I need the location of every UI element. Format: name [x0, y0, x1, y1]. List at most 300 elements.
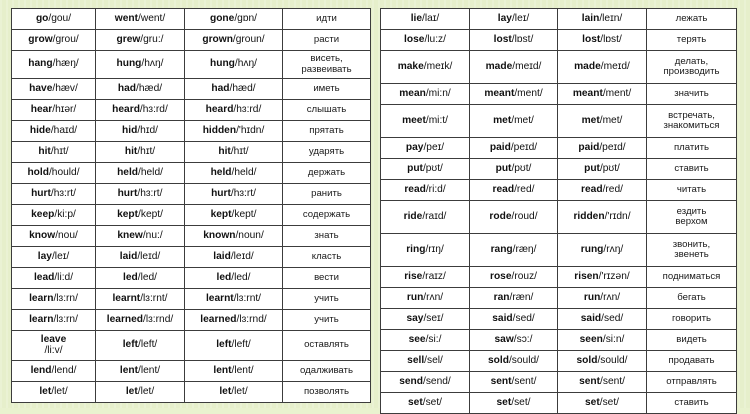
- verb-transcription: /lɜ:rnd/: [143, 313, 174, 325]
- verb-transcription: /mi:n/: [425, 87, 451, 99]
- verb-word: met: [581, 114, 600, 126]
- past-participle-cell: [185, 205, 283, 226]
- verb-transcription: /leɪn/: [599, 12, 623, 24]
- verb-row: [12, 163, 371, 184]
- translation-cell: [283, 30, 371, 51]
- translation-cell: [647, 372, 737, 393]
- verb-row: [12, 205, 371, 226]
- verb-row: [381, 30, 737, 51]
- translation-cell: [647, 201, 737, 234]
- verb-transcription: /lɜ:rnt/: [140, 292, 168, 304]
- infinitive-cell: [381, 138, 470, 159]
- verb-transcription: /kept/: [231, 208, 257, 220]
- verb-word: hide: [29, 124, 51, 136]
- verb-word: lie: [410, 12, 423, 24]
- verb-word: let: [219, 385, 232, 397]
- verb-row: [381, 201, 737, 234]
- translation-text: держать: [307, 166, 346, 178]
- past-participle-cell: [185, 247, 283, 268]
- verb-row: [381, 351, 737, 372]
- past-participle-cell: [185, 30, 283, 51]
- verb-transcription: /lɒst/: [600, 33, 622, 45]
- infinitive-cell: [12, 184, 96, 205]
- verb-word: set: [585, 396, 600, 408]
- infinitive-cell: [12, 247, 96, 268]
- translation-cell: [647, 351, 737, 372]
- infinitive-cell: [381, 180, 470, 201]
- past-participle-cell: [185, 142, 283, 163]
- verb-transcription: /li:d/: [54, 271, 74, 283]
- verb-row: [381, 180, 737, 201]
- past-simple-cell: [96, 382, 185, 403]
- verb-transcription: /lɜ:rnd/: [236, 313, 267, 325]
- verb-row: [12, 9, 371, 30]
- verb-row: [12, 184, 371, 205]
- past-simple-cell: [470, 267, 558, 288]
- past-simple-cell: [96, 30, 185, 51]
- translation-cell: [647, 30, 737, 51]
- verb-word: hit: [218, 145, 231, 157]
- verb-word: leave: [40, 334, 67, 345]
- verb-word: know: [29, 229, 56, 241]
- past-participle-cell: [185, 382, 283, 403]
- verb-transcription: /ræn/: [509, 291, 534, 303]
- past-simple-cell: [96, 184, 185, 205]
- translation-text: делать,: [674, 55, 709, 67]
- verb-word: learned: [106, 313, 144, 325]
- verb-word: had: [117, 82, 137, 94]
- verb-word: risen: [574, 270, 599, 282]
- verb-word: hang: [28, 58, 53, 70]
- verb-word: hung: [210, 58, 235, 70]
- past-simple-cell: [470, 138, 558, 159]
- verb-transcription: /hɜ:rt/: [50, 187, 76, 199]
- verb-word: rise: [404, 270, 423, 282]
- infinitive-cell: [381, 51, 470, 84]
- translation-text: знакомиться: [663, 120, 720, 131]
- verb-word: held: [117, 166, 139, 178]
- verb-word: make: [397, 60, 424, 72]
- verb-transcription: /let/: [51, 385, 68, 397]
- translation-text: ставить: [674, 396, 709, 408]
- past-participle-cell: [185, 163, 283, 184]
- translation-text: знать: [314, 229, 339, 241]
- infinitive-cell: [381, 9, 470, 30]
- verb-table-right: [380, 8, 737, 414]
- verb-transcription: /kept/: [138, 208, 163, 220]
- verb-transcription: /hɜ:rd/: [139, 103, 168, 115]
- verb-row: [381, 51, 737, 84]
- verb-transcription: /groun/: [232, 33, 265, 45]
- infinitive-cell: [381, 30, 470, 51]
- verb-row: [12, 382, 371, 403]
- infinitive-cell: [12, 79, 96, 100]
- translation-cell: [283, 289, 371, 310]
- verb-transcription: /hʌŋ/: [234, 58, 257, 70]
- verb-word: said: [492, 312, 513, 324]
- verb-transcription: /hɜ:rd/: [233, 103, 262, 115]
- verb-transcription: /pʊt/: [422, 162, 443, 174]
- verb-transcription: /si:/: [425, 333, 442, 345]
- translation-text: отправлять: [666, 375, 717, 387]
- verb-transcription: /ki:p/: [54, 208, 76, 220]
- past-simple-cell: [96, 142, 185, 163]
- verb-word: paid: [489, 141, 511, 153]
- verb-transcription: /led/: [231, 271, 251, 283]
- infinitive-cell: [12, 100, 96, 121]
- translation-text: учить: [314, 292, 339, 304]
- verb-word: known: [203, 229, 236, 241]
- verb-transcription: /leɪ/: [51, 250, 70, 262]
- translation-cell: [283, 184, 371, 205]
- verb-word: grown: [202, 33, 233, 45]
- verb-word: grew: [116, 33, 141, 45]
- verb-transcription: /sent/: [511, 375, 537, 387]
- translation-text: одалживать: [300, 364, 353, 376]
- verb-transcription: /meɪk/: [423, 60, 453, 72]
- past-simple-cell: [96, 9, 185, 30]
- past-simple-cell: [96, 268, 185, 289]
- verb-row: [12, 142, 371, 163]
- infinitive-cell: [12, 9, 96, 30]
- verb-word: ride: [403, 210, 423, 222]
- verb-transcription: /roud/: [511, 210, 538, 222]
- verb-transcription: /hɪd/: [137, 124, 158, 136]
- verb-word: rode: [489, 210, 512, 222]
- translation-cell: [647, 267, 737, 288]
- verb-word: had: [211, 82, 230, 94]
- infinitive-cell: [12, 226, 96, 247]
- past-simple-cell: [96, 163, 185, 184]
- past-simple-cell: [96, 361, 185, 382]
- translation-cell: [647, 84, 737, 105]
- verb-row: [12, 289, 371, 310]
- translation-text: платить: [673, 141, 710, 153]
- verb-word: sent: [579, 375, 601, 387]
- past-participle-cell: [558, 351, 647, 372]
- translation-cell: [283, 121, 371, 142]
- verb-transcription: /leɪd/: [137, 250, 161, 262]
- verb-word: say: [406, 312, 424, 324]
- verb-word: hit: [38, 145, 51, 157]
- translation-text: расти: [313, 33, 340, 45]
- verb-word: ran: [493, 291, 510, 303]
- verb-transcription: /set/: [511, 396, 531, 408]
- verb-row: [381, 138, 737, 159]
- translation-cell: [283, 100, 371, 121]
- verb-transcription: /gɒn/: [234, 12, 257, 24]
- past-simple-cell: [96, 247, 185, 268]
- verb-transcription: /sould/: [597, 354, 628, 366]
- infinitive-cell: [381, 372, 470, 393]
- past-simple-cell: [96, 226, 185, 247]
- verb-transcription: /lu:z/: [424, 33, 446, 45]
- verb-word: heard: [205, 103, 234, 115]
- verb-word: sent: [490, 375, 512, 387]
- translation-text: позволять: [303, 385, 350, 397]
- verb-row: [12, 51, 371, 79]
- infinitive-cell: [381, 330, 470, 351]
- verb-word: hung: [116, 58, 142, 70]
- verb-transcription: /grou/: [52, 33, 79, 45]
- past-participle-cell: [558, 84, 647, 105]
- past-participle-cell: [558, 309, 647, 330]
- translation-cell: [283, 163, 371, 184]
- verb-transcription: /rʌŋ/: [603, 243, 624, 255]
- translation-cell: [647, 330, 737, 351]
- translation-text: висеть,: [310, 53, 343, 64]
- infinitive-cell: [12, 361, 96, 382]
- past-simple-cell: [470, 84, 558, 105]
- verb-word: mean: [399, 87, 426, 99]
- past-simple-cell: [96, 51, 185, 79]
- translation-cell: [283, 331, 371, 361]
- verb-word: hurt: [211, 187, 231, 199]
- verb-word: lose: [404, 33, 425, 45]
- translation-text: оставлять: [304, 339, 349, 351]
- infinitive-cell: [12, 142, 96, 163]
- verb-word: sell: [407, 354, 425, 366]
- verb-word: hit: [124, 145, 138, 157]
- verb-word: send: [399, 375, 423, 387]
- translation-cell: [283, 51, 371, 79]
- verb-word: lead: [33, 271, 55, 283]
- past-simple-cell: [96, 121, 185, 142]
- verb-word: laid: [119, 250, 138, 262]
- translation-cell: [283, 79, 371, 100]
- verb-transcription: /went/: [138, 12, 166, 24]
- verb-word: said: [580, 312, 602, 324]
- verb-row: [381, 330, 737, 351]
- verb-row: [12, 100, 371, 121]
- infinitive-cell: [381, 288, 470, 309]
- past-simple-cell: [470, 372, 558, 393]
- past-participle-cell: [558, 393, 647, 414]
- verb-row: [12, 226, 371, 247]
- translation-cell: [647, 180, 737, 201]
- verb-transcription: /red/: [602, 183, 623, 195]
- past-participle-cell: [558, 138, 647, 159]
- past-participle-cell: [185, 289, 283, 310]
- translation-cell: [283, 361, 371, 382]
- verb-transcription: /held/: [138, 166, 163, 178]
- verb-transcription: /ment/: [514, 87, 543, 99]
- past-simple-cell: [470, 201, 558, 234]
- verb-word: paid: [578, 141, 600, 153]
- verb-transcription: /met/: [511, 114, 534, 126]
- infinitive-cell: [12, 51, 96, 79]
- verb-row: [12, 247, 371, 268]
- verb-transcription: /raɪz/: [422, 270, 446, 282]
- translation-text: вести: [314, 271, 339, 283]
- verb-word: learnt: [205, 292, 234, 304]
- verb-row: [12, 268, 371, 289]
- verb-row: [381, 159, 737, 180]
- translation-text: класть: [311, 250, 342, 262]
- verb-word: learn: [29, 292, 54, 304]
- verb-word: read: [581, 183, 603, 195]
- past-participle-cell: [185, 331, 283, 361]
- verb-row: [381, 393, 737, 414]
- verb-word: hear: [30, 103, 53, 115]
- infinitive-cell: [12, 382, 96, 403]
- past-simple-cell: [96, 289, 185, 310]
- infinitive-cell: [381, 351, 470, 372]
- verb-word: learned: [200, 313, 237, 325]
- past-simple-cell: [96, 331, 185, 361]
- past-participle-cell: [185, 361, 283, 382]
- verb-transcription: /hould/: [48, 166, 80, 178]
- verb-transcription: /set/: [599, 396, 619, 408]
- infinitive-cell: [12, 310, 96, 331]
- verb-transcription: /gou/: [48, 12, 72, 24]
- verb-transcription: /'rɪdn/: [604, 210, 631, 222]
- past-participle-cell: [185, 310, 283, 331]
- translation-text: звонить,: [672, 238, 711, 250]
- past-simple-cell: [96, 79, 185, 100]
- verb-row: [381, 288, 737, 309]
- verb-transcription: /sed/: [512, 312, 535, 324]
- translation-cell: [283, 268, 371, 289]
- translation-cell: [283, 9, 371, 30]
- verb-word: met: [493, 114, 512, 126]
- past-simple-cell: [470, 309, 558, 330]
- past-participle-cell: [185, 9, 283, 30]
- verb-transcription: /rʌn/: [600, 291, 621, 303]
- verb-transcription: /pʊt/: [511, 162, 532, 174]
- verb-word: kept: [117, 208, 139, 220]
- verb-transcription: /hɪt/: [230, 145, 249, 157]
- verb-word: read: [404, 183, 426, 195]
- verb-word: have: [29, 82, 53, 94]
- past-participle-cell: [558, 201, 647, 234]
- past-participle-cell: [558, 267, 647, 288]
- past-participle-cell: [558, 180, 647, 201]
- verb-transcription: /let/: [137, 385, 155, 397]
- translation-cell: [647, 234, 737, 267]
- past-participle-cell: [558, 330, 647, 351]
- verb-word: lain: [581, 12, 600, 24]
- verb-word: hidden: [202, 124, 237, 136]
- verb-transcription: /ræŋ/: [512, 243, 537, 255]
- verb-word: lent: [119, 364, 139, 376]
- verb-word: lost: [582, 33, 601, 45]
- translation-text: встречать,: [668, 109, 715, 121]
- verb-word: lay: [37, 250, 52, 262]
- verb-row: [381, 9, 737, 30]
- translation-cell: [283, 226, 371, 247]
- translation-cell: [283, 205, 371, 226]
- translation-cell: [647, 393, 737, 414]
- verb-transcription: /met/: [599, 114, 623, 126]
- verb-transcription: /let/: [231, 385, 248, 397]
- infinitive-cell: [12, 289, 96, 310]
- past-participle-cell: [558, 234, 647, 267]
- verb-word: put: [584, 162, 600, 174]
- verb-transcription: /mi:t/: [425, 114, 448, 126]
- past-simple-cell: [470, 159, 558, 180]
- verb-word: rang: [490, 243, 513, 255]
- past-simple-cell: [470, 105, 558, 138]
- verb-word: lay: [497, 12, 512, 24]
- verb-transcription: /hɜ:rt/: [137, 187, 163, 199]
- verb-transcription: /leɪd/: [230, 250, 254, 262]
- verb-transcription: /'rɪzən/: [598, 270, 630, 282]
- verb-word: meant: [572, 87, 603, 99]
- verb-transcription: /peɪd/: [599, 141, 626, 153]
- verb-transcription: /hæŋ/: [52, 58, 79, 70]
- verb-transcription: /pʊt/: [599, 162, 620, 174]
- past-participle-cell: [558, 288, 647, 309]
- translation-text: лежать: [675, 12, 708, 24]
- verb-transcription: /ment/: [602, 87, 632, 99]
- past-simple-cell: [96, 100, 185, 121]
- verb-transcription: /gru:/: [140, 33, 164, 45]
- infinitive-cell: [381, 105, 470, 138]
- verb-transcription: /sould/: [508, 354, 539, 366]
- verb-transcription: /meɪd/: [600, 60, 630, 72]
- verb-transcription: /peɪ/: [423, 141, 445, 153]
- translation-text: учить: [314, 313, 339, 325]
- verb-word: keep: [31, 208, 55, 220]
- verb-transcription: /rɪŋ/: [425, 243, 444, 255]
- verb-row: [381, 309, 737, 330]
- verb-transcription: /nu:/: [142, 229, 163, 241]
- translation-cell: [647, 138, 737, 159]
- verb-transcription: /left/: [138, 339, 158, 351]
- verb-word: went: [114, 12, 139, 24]
- verb-transcription: /set/: [422, 396, 442, 408]
- infinitive-cell: [381, 309, 470, 330]
- translation-text: говорить: [671, 312, 712, 324]
- verb-transcription: /red/: [514, 183, 535, 195]
- translation-text: содержать: [302, 208, 351, 220]
- translation-cell: [647, 288, 737, 309]
- translation-text: иметь: [313, 82, 340, 94]
- verb-transcription: /sel/: [424, 354, 443, 366]
- verb-word: go: [35, 12, 49, 24]
- past-simple-cell: [96, 310, 185, 331]
- past-simple-cell: [470, 351, 558, 372]
- verb-word: meet: [402, 114, 426, 126]
- past-simple-cell: [470, 51, 558, 84]
- verb-transcription: /hɪt/: [137, 145, 156, 157]
- verb-row: [12, 361, 371, 382]
- verb-transcription: /held/: [231, 166, 257, 178]
- verb-transcription: /lend/: [51, 364, 77, 376]
- infinitive-cell: [381, 234, 470, 267]
- verb-transcription: /seɪ/: [423, 312, 444, 324]
- past-participle-cell: [558, 9, 647, 30]
- verb-word: heard: [112, 103, 140, 115]
- verb-word: laid: [213, 250, 231, 262]
- verb-transcription: /lent/: [231, 364, 254, 376]
- translation-text: читать: [676, 183, 707, 195]
- verb-transcription: /hɜ:rt/: [230, 187, 256, 199]
- verb-word: lent: [213, 364, 232, 376]
- verb-transcription: /rʌn/: [423, 291, 444, 303]
- verb-transcription: /nou/: [55, 229, 78, 241]
- verb-word: held: [210, 166, 232, 178]
- verb-word: led: [123, 271, 138, 283]
- verb-word: left: [216, 339, 232, 351]
- verb-transcription: /rouz/: [511, 270, 537, 282]
- verb-transcription: /hʌŋ/: [141, 58, 164, 70]
- translation-cell: [283, 142, 371, 163]
- infinitive-cell: [12, 163, 96, 184]
- verb-word: meant: [484, 87, 515, 99]
- verb-word: let: [39, 385, 52, 397]
